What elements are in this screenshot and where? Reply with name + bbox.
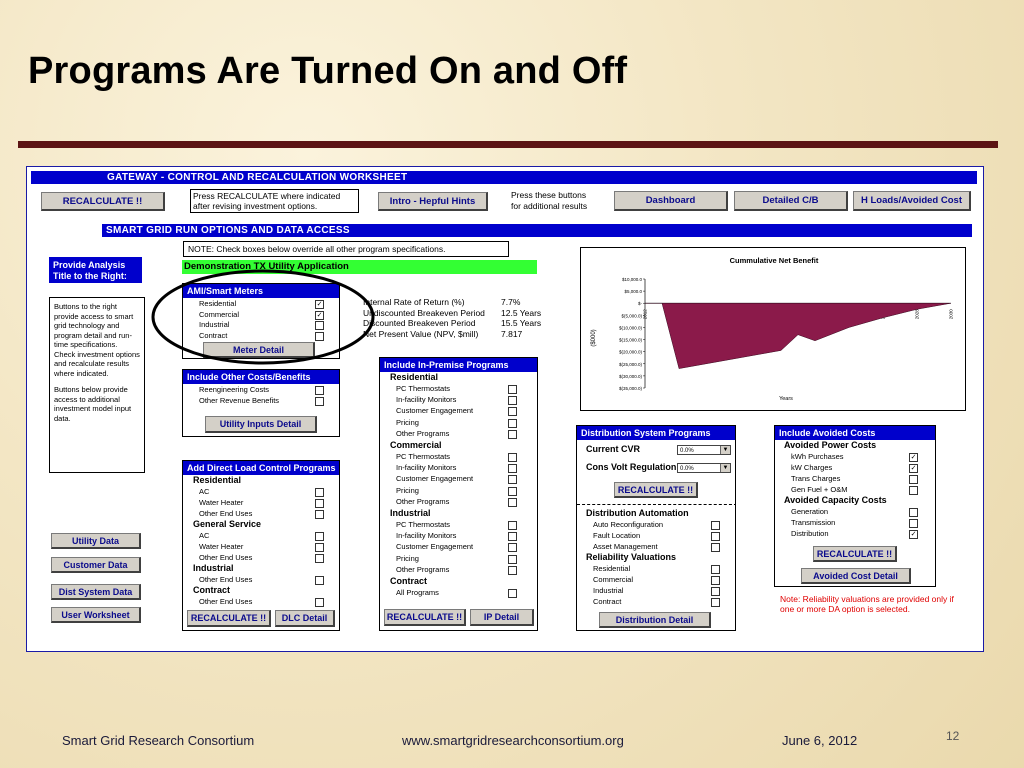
ip-item-checkbox[interactable] — [508, 589, 517, 598]
other-cost-item-row — [183, 384, 339, 395]
dlc-item-checkbox[interactable] — [315, 576, 324, 585]
dlc-detail-button[interactable]: DLC Detail — [275, 610, 335, 627]
ip-group-row — [380, 576, 537, 587]
dlc-item-row — [183, 596, 339, 607]
reliability-note: Note: Reliability valuations are provided only if one or more DA option is selected. — [780, 594, 954, 614]
ip-item-row — [380, 394, 537, 405]
ip-item-row — [380, 564, 537, 575]
avoided-power-item-row — [775, 462, 935, 473]
ip-item-label: In-facility Monitors — [396, 531, 457, 541]
metric-value: 7.817 — [501, 328, 523, 339]
dlc-item-row — [183, 574, 339, 585]
ip-item-label: All Programs — [396, 588, 439, 597]
footer-consortium: Smart Grid Research Consortium — [62, 733, 255, 748]
worksheet — [26, 166, 984, 652]
chart-title: Cummulative Net Benefit — [729, 256, 819, 265]
dlc-item-label: Other End Uses — [199, 575, 253, 584]
automation-item-label: Asset Management — [593, 542, 658, 551]
ip-detail-button[interactable]: IP Detail — [470, 609, 534, 626]
avoided-power-item-row — [775, 451, 935, 462]
automation-item-checkbox[interactable] — [711, 521, 720, 530]
avoided-capacity-item-label: Generation — [791, 507, 829, 516]
avoided-cost-detail-button[interactable]: Avoided Cost Detail — [801, 568, 911, 584]
avoided-capacity-item-checkbox[interactable]: ✓ — [910, 531, 917, 538]
dlc-item-label: Other End Uses — [199, 509, 253, 518]
avoided-costs-header: Include Avoided Costs — [775, 426, 935, 440]
dlc-item-label: Water Heater — [199, 542, 244, 551]
ip-group-row — [380, 508, 537, 519]
dlc-item-label: Water Heater — [199, 498, 244, 507]
avoided-capacity-item-checkbox[interactable] — [909, 519, 918, 528]
metric-value: 12.5 Years — [501, 307, 542, 318]
other-cost-item-label: Other Revenue Benefits — [199, 396, 280, 405]
dlc-item-checkbox[interactable] — [315, 510, 324, 519]
footer-url[interactable]: www.smartgridresearchconsortium.org — [402, 733, 624, 748]
h-loads-avoided-cost-button[interactable]: H Loads/Avoided Cost — [853, 191, 971, 211]
ip-item-checkbox[interactable] — [508, 498, 517, 507]
help-text-box — [49, 297, 145, 473]
avoided-costs-panel — [774, 425, 936, 587]
ip-item-checkbox[interactable] — [508, 543, 517, 552]
dlc-item-row — [183, 508, 339, 519]
ip-item-label: PC Thermostats — [396, 452, 451, 461]
dlc-item-row — [183, 552, 339, 563]
ip-group-row — [380, 440, 537, 451]
ip-item-checkbox[interactable] — [508, 396, 517, 405]
automation-item-checkbox[interactable] — [711, 543, 720, 552]
ip-item-checkbox[interactable] — [508, 487, 517, 496]
avoided-power-item-checkbox[interactable] — [909, 486, 918, 495]
dist-system-data-button[interactable]: Dist System Data — [51, 584, 141, 600]
chart-y-tick-label: $(25,000.0) — [618, 361, 642, 367]
ip-group-row — [380, 372, 537, 383]
in-premise-header: Include In-Premise Programs — [380, 358, 537, 372]
highlight-circle — [151, 271, 385, 369]
ami-item-label: Contract — [199, 330, 228, 340]
other-costs-panel — [182, 369, 340, 437]
customer-data-button[interactable]: Customer Data — [51, 557, 141, 573]
override-note: NOTE: Check boxes below override all other program specifications. — [183, 241, 509, 257]
dlc-item-checkbox[interactable] — [315, 532, 324, 541]
chart-x-tick-label: 2012 — [642, 309, 648, 320]
ip-item-label: Customer Engagement — [396, 542, 474, 552]
press-buttons-note — [511, 190, 587, 212]
reliability-item-checkbox[interactable] — [711, 587, 720, 596]
avoided-capacity-header-label: Avoided Capacity Costs — [784, 495, 887, 505]
meter-detail-button[interactable]: Meter Detail — [203, 342, 315, 358]
ip-item-row — [380, 541, 537, 552]
avoided-power-item-label: Gen Fuel + O&M — [791, 485, 848, 494]
reliability-item-checkbox[interactable] — [711, 565, 720, 574]
dlc-group-row — [183, 475, 339, 486]
metric-label: Net Present Value (NPV, $mill) — [363, 328, 479, 339]
ip-item-row — [380, 519, 537, 530]
ip-item-label: Customer Engagement — [396, 474, 474, 484]
ip-item-checkbox[interactable] — [508, 475, 517, 484]
avoided-recalculate-button[interactable]: RECALCULATE !! — [813, 546, 897, 562]
dlc-item-label: AC — [199, 531, 210, 540]
ip-item-row — [380, 405, 537, 416]
ami-item-label: Commercial — [199, 309, 240, 319]
ami-item-label: Industrial — [199, 320, 230, 329]
cvr-dropdown-icon: ▼ — [720, 446, 730, 454]
dlc-group-label: Residential — [193, 475, 242, 485]
cons-volt-dropdown-icon: ▼ — [720, 464, 730, 472]
ip-item-checkbox[interactable] — [508, 385, 517, 394]
ip-item-checkbox[interactable] — [508, 453, 517, 462]
distribution-header: Distribution System Programs — [577, 426, 735, 440]
title-rule — [18, 141, 998, 148]
other-costs-header: Include Other Costs/Benefits — [183, 370, 339, 384]
chart-y-tick-label: $10,000.0 — [621, 277, 642, 282]
ip-item-label: Other Programs — [396, 428, 450, 438]
cons-volt-label: Cons Volt Regulation — [586, 462, 677, 472]
cvr-select[interactable] — [677, 445, 731, 455]
automation-item-label: Auto Reconfiguration — [593, 520, 664, 529]
reliability-item-row — [577, 596, 735, 607]
net-benefit-chart-panel — [580, 247, 966, 411]
automation-item-row — [577, 541, 735, 552]
distribution-panel — [576, 425, 736, 631]
dlc-item-row — [183, 530, 339, 541]
dlc-item-checkbox[interactable] — [315, 499, 324, 508]
net-benefit-chart — [581, 248, 966, 411]
dlc-item-label: AC — [199, 487, 210, 496]
dist-divider — [577, 504, 736, 505]
direct-load-header: Add Direct Load Control Programs — [183, 461, 339, 475]
ami-panel-header: AMI/Smart Meters — [183, 284, 339, 298]
ip-item-label: Pricing — [396, 417, 419, 427]
utility-inputs-detail-button[interactable]: Utility Inputs Detail — [205, 416, 317, 433]
ip-item-row — [380, 587, 537, 598]
ip-item-row — [380, 383, 537, 394]
chart-x-tick-label: 2030 — [948, 309, 954, 320]
chart-area-series — [642, 303, 951, 368]
ip-item-label: Other Programs — [396, 496, 450, 506]
dlc-item-row — [183, 541, 339, 552]
distribution-detail-button[interactable]: Distribution Detail — [599, 612, 711, 628]
avoided-power-header-label: Avoided Power Costs — [784, 440, 877, 450]
help-paragraph-2: Buttons below provide access to additional investment model input data. — [54, 385, 132, 423]
dlc-item-checkbox[interactable] — [315, 543, 324, 552]
dlc-group-row — [183, 519, 339, 530]
press-note-line-2: after revising investment options. — [193, 201, 318, 211]
dlc-group-label: Industrial — [193, 563, 234, 573]
chart-y-tick-label: $(10,000.0) — [618, 325, 642, 331]
ip-item-checkbox[interactable] — [508, 419, 517, 428]
ip-item-checkbox[interactable] — [508, 555, 517, 564]
reliability-item-label: Industrial — [593, 586, 624, 595]
worksheet-header: GATEWAY - CONTROL AND RECALCULATION WORKSHEET — [31, 171, 977, 184]
press-recalculate-note — [190, 189, 359, 213]
reliability-item-row — [577, 574, 735, 585]
user-worksheet-button[interactable]: User Worksheet — [51, 607, 141, 623]
avoided-capacity-item-row — [775, 528, 935, 539]
ip-item-label: PC Thermostats — [396, 520, 451, 529]
press-buttons-line-1: Press these buttons — [511, 190, 587, 200]
chart-y-tick-label: $- — [637, 301, 642, 307]
chart-y-tick-label: $5,000.0 — [624, 289, 642, 295]
recalculate-button[interactable]: RECALCULATE !! — [41, 192, 165, 211]
ip-item-row — [380, 473, 537, 484]
chart-y-tick-label: $(15,000.0) — [618, 337, 642, 343]
other-cost-item-checkbox[interactable] — [315, 386, 324, 395]
reliability-header-label: Reliability Valuations — [586, 552, 677, 562]
utility-data-button[interactable]: Utility Data — [51, 533, 141, 549]
ip-item-row — [380, 428, 537, 439]
ami-item-checkbox[interactable]: ✓ — [316, 301, 323, 308]
cvr-label: Current CVR — [586, 444, 641, 454]
metric-label: Internal Rate of Return (%) — [363, 297, 465, 307]
cons-volt-select-value: 0.0% — [680, 466, 694, 472]
avoided-power-header-row — [775, 440, 935, 451]
chart-y-tick-label: $(20,000.0) — [618, 349, 642, 355]
chart-x-axis-label: Years — [779, 396, 793, 402]
dlc-item-row — [183, 497, 339, 508]
detailed-cb-button[interactable]: Detailed C/B — [734, 191, 848, 211]
ip-item-label: In-facility Monitors — [396, 463, 457, 473]
automation-header-label: Distribution Automation — [586, 508, 689, 518]
dlc-group-label: Contract — [193, 585, 231, 595]
ip-item-row — [380, 530, 537, 541]
in-premise-panel — [379, 357, 538, 631]
dlc-recalculate-button[interactable]: RECALCULATE !! — [187, 610, 271, 627]
dashboard-button[interactable]: Dashboard — [614, 191, 728, 211]
reliability-item-checkbox[interactable] — [711, 598, 720, 607]
avoided-capacity-item-label: Transmission — [791, 518, 836, 527]
ip-item-label: Pricing — [396, 553, 419, 563]
reliability-header-row — [577, 552, 735, 563]
ip-item-checkbox[interactable] — [508, 566, 517, 575]
footer-date: June 6, 2012 — [782, 733, 858, 748]
ami-item-label: Residential — [199, 299, 237, 308]
dlc-group-row — [183, 563, 339, 574]
reliability-item-row — [577, 563, 735, 574]
automation-item-checkbox[interactable] — [711, 532, 720, 541]
ip-item-row — [380, 485, 537, 496]
dlc-item-row — [183, 486, 339, 497]
avoided-power-item-checkbox[interactable]: ✓ — [910, 454, 917, 461]
reliability-item-label: Contract — [593, 597, 622, 606]
slide-title: Programs Are Turned On and Off — [28, 50, 628, 92]
avoided-power-item-row — [775, 473, 935, 484]
reliability-item-label: Commercial — [593, 575, 634, 584]
ip-item-row — [380, 462, 537, 473]
run-options-header: SMART GRID RUN OPTIONS AND DATA ACCESS — [102, 224, 972, 237]
metric-value: 15.5 Years — [501, 318, 542, 328]
ip-recalculate-button[interactable]: RECALCULATE !! — [384, 609, 466, 626]
ip-item-label: Customer Engagement — [396, 406, 474, 416]
metric-value: 7.7% — [501, 297, 521, 307]
avoided-capacity-item-row — [775, 506, 935, 517]
dlc-group-row — [183, 585, 339, 596]
ip-item-label: Other Programs — [396, 564, 450, 574]
press-note-line-1: Press RECALCULATE where indicated — [193, 191, 341, 201]
other-cost-item-label: Reengineering Costs — [199, 385, 270, 394]
ip-item-checkbox[interactable] — [508, 532, 517, 541]
automation-item-row — [577, 519, 735, 530]
ip-item-checkbox[interactable] — [508, 407, 517, 416]
dlc-item-label: Other End Uses — [199, 553, 253, 562]
analysis-title-field[interactable]: Demonstration TX Utility Application — [182, 260, 537, 274]
chart-y-tick-label: $(35,000.0) — [618, 386, 642, 391]
help-paragraph-1: Buttons to the right provide access to smart grid technology and program detail and run-time specifications. Check investment options and recalculate results where indicated. — [54, 302, 140, 378]
dist-recalculate-button[interactable]: RECALCULATE !! — [614, 482, 698, 498]
other-cost-item-checkbox[interactable] — [315, 397, 324, 406]
avoided-power-item-row — [775, 484, 935, 495]
ip-item-checkbox[interactable] — [508, 430, 517, 439]
avoided-power-item-label: kWh Purchases — [791, 452, 844, 461]
avoided-power-item-label: kW Charges — [791, 463, 833, 472]
chart-x-tick-label: 2028 — [914, 309, 920, 320]
avoided-power-item-label: Trans Charges — [791, 474, 841, 483]
reliability-item-checkbox[interactable] — [711, 576, 720, 585]
ip-group-label: Industrial — [390, 508, 431, 518]
cons-volt-select[interactable] — [677, 463, 731, 473]
metric-label: Undiscounted Breakeven Period — [363, 307, 485, 318]
ip-item-label: Pricing — [396, 485, 419, 495]
page-number: 12 — [946, 729, 960, 743]
avoided-capacity-item-checkbox[interactable] — [909, 508, 918, 517]
dlc-item-checkbox[interactable] — [315, 554, 324, 563]
ip-item-checkbox[interactable] — [508, 521, 517, 530]
intro-hints-button[interactable]: Intro - Hepful Hints — [378, 192, 488, 211]
ip-item-label: In-facility Monitors — [396, 395, 457, 405]
ip-item-row — [380, 553, 537, 564]
direct-load-control-panel — [182, 460, 340, 631]
press-buttons-line-2: for additional results — [511, 201, 588, 211]
ip-group-label: Commercial — [390, 440, 442, 450]
dlc-group-label: General Service — [193, 519, 262, 529]
chart-y-tick-label: $(30,000.0) — [618, 373, 642, 379]
ip-item-row — [380, 417, 537, 428]
other-cost-item-row — [183, 395, 339, 406]
avoided-capacity-header-row — [775, 495, 935, 506]
chart-y-axis-label: ($000) — [591, 329, 597, 347]
chart-y-tick-label: $(5,000.0) — [621, 313, 642, 319]
metric-label: Discounted Breakeven Period — [363, 318, 476, 328]
reliability-item-label: Residential — [593, 564, 631, 573]
automation-item-label: Fault Location — [593, 531, 641, 540]
reliability-item-row — [577, 585, 735, 596]
dlc-item-checkbox[interactable] — [315, 488, 324, 497]
dlc-item-checkbox[interactable] — [315, 598, 324, 607]
ami-item-checkbox[interactable]: ✓ — [316, 311, 323, 319]
cvr-select-value: 0.0% — [680, 448, 694, 454]
ip-item-checkbox[interactable] — [508, 464, 517, 473]
ip-group-label: Residential — [390, 372, 439, 382]
avoided-power-item-checkbox[interactable]: ✓ — [910, 465, 917, 472]
automation-item-row — [577, 530, 735, 541]
automation-header-row — [577, 508, 735, 519]
provide-title-label: Provide Analysis Title to the Right: — [49, 257, 142, 283]
avoided-capacity-item-label: Distribution — [791, 529, 829, 538]
dlc-item-label: Other End Uses — [199, 597, 253, 606]
ip-item-label: PC Thermostats — [396, 384, 451, 393]
ip-item-row — [380, 451, 537, 462]
avoided-power-item-checkbox[interactable] — [909, 475, 918, 484]
ip-group-label: Contract — [390, 576, 428, 586]
avoided-capacity-item-row — [775, 517, 935, 528]
ip-item-row — [380, 496, 537, 507]
